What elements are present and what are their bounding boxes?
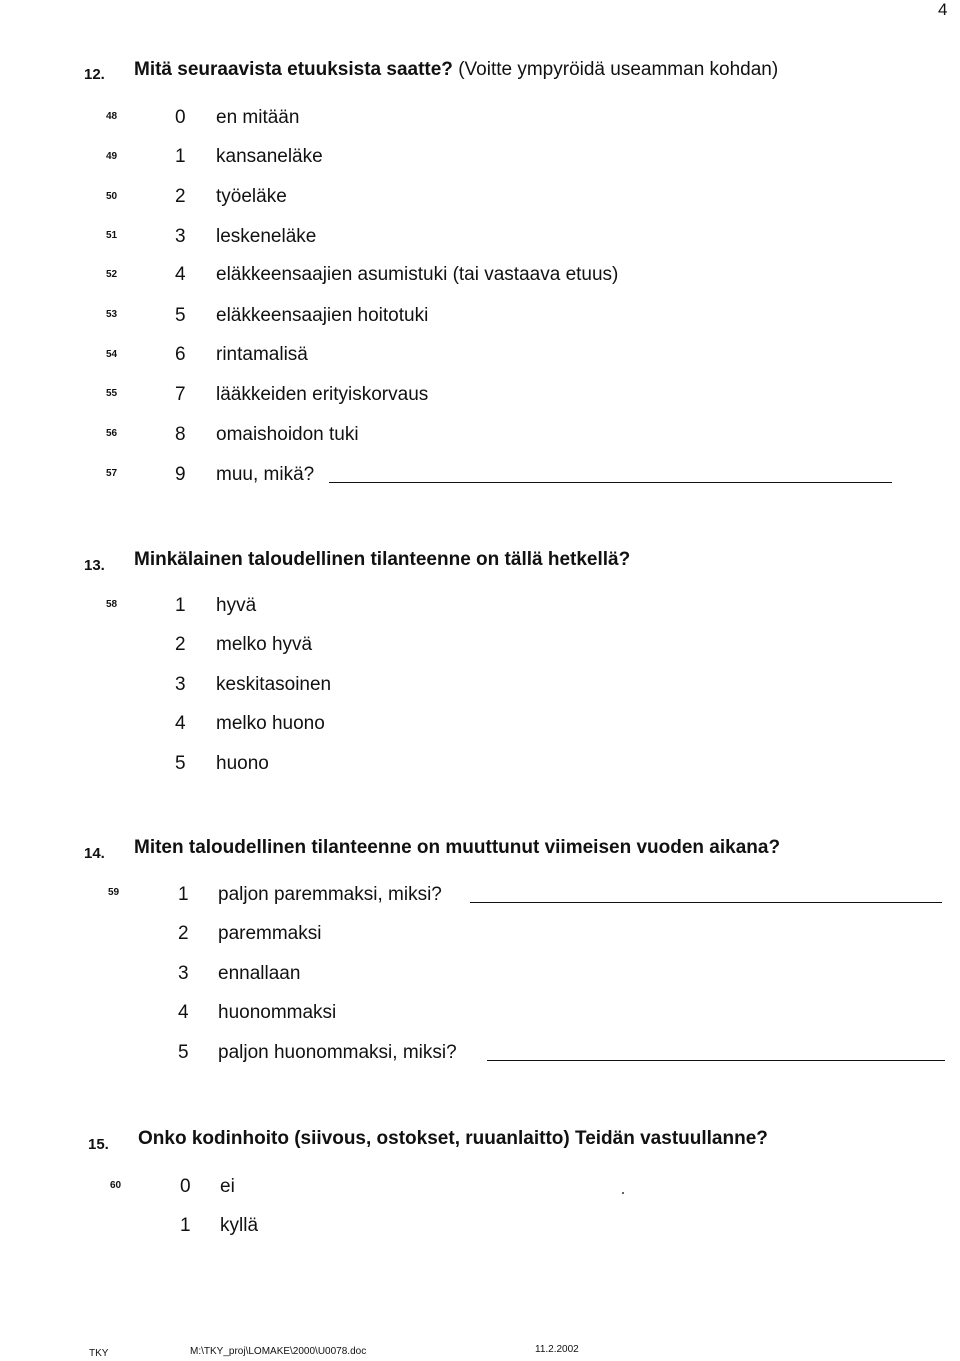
question-12-option-number[interactable]: 1: [175, 146, 186, 167]
question-12-option-number[interactable]: 7: [175, 384, 186, 405]
question-12-option-code: 56: [106, 428, 118, 439]
answer-line[interactable]: [470, 902, 942, 903]
question-12-option-number[interactable]: 4: [175, 264, 186, 285]
question-13-option-number[interactable]: 2: [175, 634, 186, 655]
question-12-option-label[interactable]: työeläke: [216, 186, 287, 207]
question-12-option-code: 49: [106, 151, 118, 162]
question-15-number: 15.: [88, 1136, 109, 1153]
question-12-option-code: 50: [106, 191, 118, 202]
question-14-option-label[interactable]: paljon paremmaksi, miksi?: [218, 884, 442, 905]
question-13-option-label[interactable]: hyvä: [216, 595, 257, 616]
question-12-option-code: 52: [106, 269, 118, 280]
question-14-text: [134, 837, 780, 859]
question-13-option-number[interactable]: 1: [175, 595, 186, 616]
question-13-text-bold: Minkälainen taloudellinen tilanteenne on tällä hetkellä?: [134, 549, 631, 570]
question-14-option-label[interactable]: huonommaksi: [218, 1002, 337, 1023]
question-15-option-number[interactable]: 0: [180, 1176, 191, 1197]
question-12-option-number[interactable]: 3: [175, 226, 186, 247]
question-14-option-label[interactable]: paljon huonommaksi, miksi?: [218, 1042, 457, 1063]
question-14-option-number[interactable]: 5: [178, 1042, 189, 1063]
question-12-option-label[interactable]: kansaneläke: [216, 146, 323, 167]
answer-line[interactable]: [329, 482, 892, 483]
footer-date: 11.2.2002: [535, 1344, 579, 1355]
question-15-option-label[interactable]: ei: [220, 1176, 235, 1197]
question-14-text-bold: Miten taloudellinen tilanteenne on muuttunut viimeisen vuoden aikana?: [134, 837, 781, 858]
question-14-option-number[interactable]: 4: [178, 1002, 189, 1023]
question-12-option-code: 51: [106, 230, 118, 241]
question-13-option-label[interactable]: melko huono: [216, 713, 325, 734]
question-12-option-number[interactable]: 8: [175, 424, 186, 445]
question-12-option-code: 57: [106, 468, 118, 479]
question-12-option-number[interactable]: 2: [175, 186, 186, 207]
question-12-option-label[interactable]: omaishoidon tuki: [216, 424, 359, 445]
question-15-option-code: 60: [110, 1180, 122, 1191]
question-12-text: [134, 59, 778, 81]
question-14-option-number[interactable]: 2: [178, 923, 189, 944]
question-13-number: 13.: [84, 557, 105, 574]
question-13-option-label[interactable]: keskitasoinen: [216, 674, 332, 695]
question-13-option-number[interactable]: 5: [175, 753, 186, 774]
footer-organization: TKY: [89, 1348, 109, 1359]
question-13-option-label[interactable]: huono: [216, 753, 269, 774]
question-12-text-bold: Mitä seuraavista etuuksista saatte?: [134, 59, 453, 80]
stray-mark: [622, 1192, 624, 1194]
question-15-option-label[interactable]: kyllä: [220, 1215, 259, 1236]
question-14-option-number[interactable]: 1: [178, 884, 189, 905]
question-12-option-number[interactable]: 0: [175, 107, 186, 128]
question-13-option-code: 58: [106, 599, 118, 610]
question-12-option-label[interactable]: rintamalisä: [216, 344, 308, 365]
question-15-text-bold: Onko kodinhoito (siivous, ostokset, ruuanlaitto) Teidän vastuullanne?: [138, 1128, 768, 1149]
question-12-option-code: 48: [106, 111, 118, 122]
question-12-option-code: 55: [106, 388, 118, 399]
question-12-option-code: 53: [106, 309, 118, 320]
question-13-option-label[interactable]: melko hyvä: [216, 634, 313, 655]
question-13-text: [134, 549, 630, 571]
question-14-number: 14.: [84, 845, 105, 862]
question-12-text-normal: (Voitte ympyröidä useamman kohdan): [452, 59, 779, 80]
question-12-option-label[interactable]: eläkkeensaajien hoitotuki: [216, 305, 429, 326]
question-14-option-number[interactable]: 3: [178, 963, 189, 984]
question-12-option-number[interactable]: 5: [175, 305, 186, 326]
question-12-option-code: 54: [106, 349, 118, 360]
question-12-number: 12.: [84, 66, 105, 83]
question-12-option-label[interactable]: lääkkeiden erityiskorvaus: [216, 384, 429, 405]
question-14-option-label[interactable]: paremmaksi: [218, 923, 322, 944]
question-15-option-number[interactable]: 1: [180, 1215, 191, 1236]
question-12-option-number[interactable]: 9: [175, 464, 186, 485]
question-15-text: [138, 1128, 768, 1150]
footer-file-path: M:\TKY_proj\LOMAKE\2000\U0078.doc: [190, 1346, 367, 1357]
question-12-option-label[interactable]: leskeneläke: [216, 226, 317, 247]
question-12-option-label[interactable]: en mitään: [216, 107, 300, 128]
answer-line[interactable]: [487, 1060, 945, 1061]
question-12-option-label[interactable]: eläkkeensaajien asumistuki (tai vastaava etuus): [216, 264, 619, 285]
question-12-option-number[interactable]: 6: [175, 344, 186, 365]
question-12-option-label[interactable]: muu, mikä?: [216, 464, 315, 485]
question-13-option-number[interactable]: 4: [175, 713, 186, 734]
page-number: 4: [938, 0, 948, 19]
question-14-option-label[interactable]: ennallaan: [218, 963, 301, 984]
question-14-option-code: 59: [108, 887, 120, 898]
question-13-option-number[interactable]: 3: [175, 674, 186, 695]
